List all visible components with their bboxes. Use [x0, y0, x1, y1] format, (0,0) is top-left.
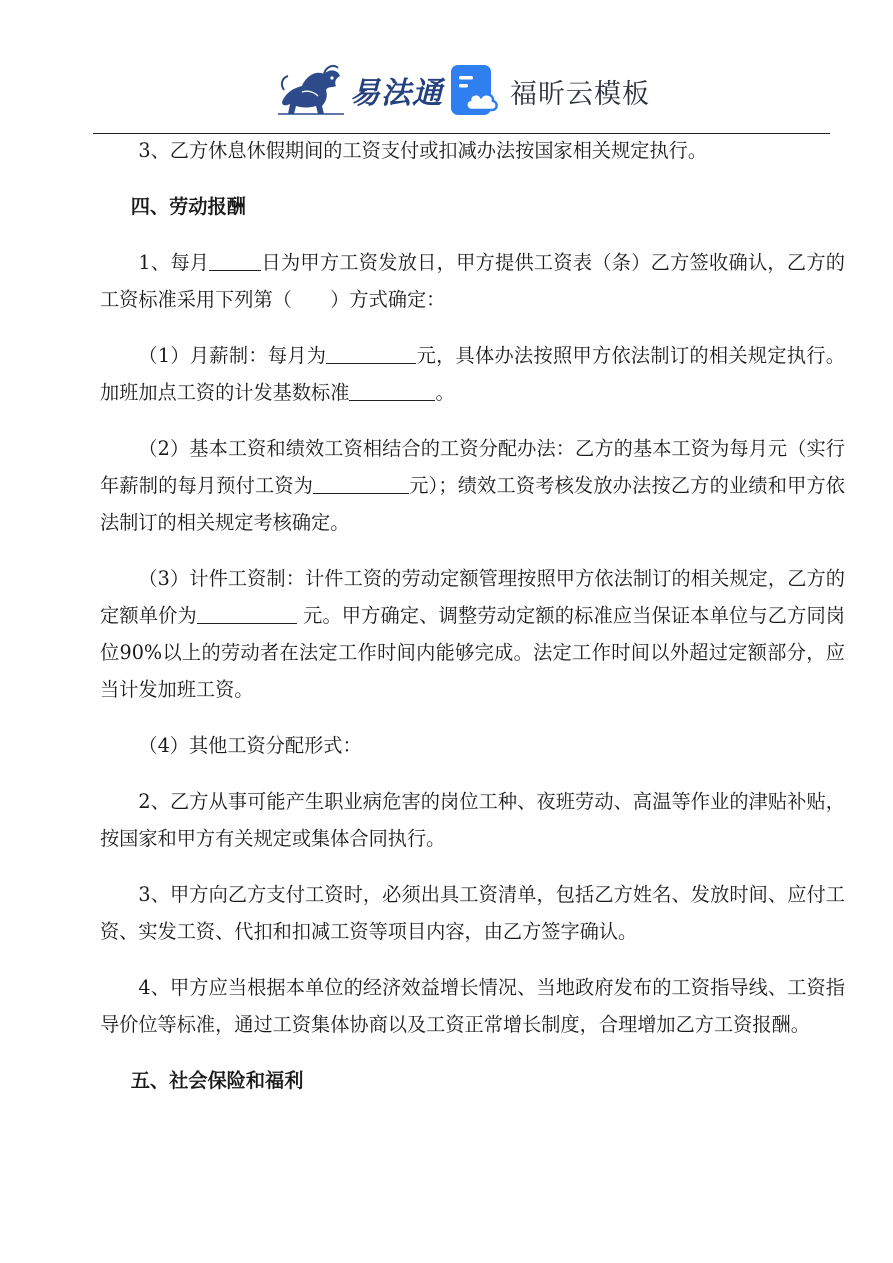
yifatong-logo: [276, 60, 443, 120]
blank-field-overtime-base: [349, 380, 435, 401]
paragraph-rest-leave-wage: 3、乙方休息休假期间的工资支付或扣减办法按国家相关规定执行。: [138, 139, 708, 162]
paragraph-wage-increase: 4、甲方应当根据本单位的经济效益增长情况、当地政府发布的工资指导线、工资指导价位等标准，通过工资集体协商以及工资正常增长制度，合理增加乙方工资报酬。: [100, 976, 845, 1036]
brand-right-text: 福昕云模板: [510, 78, 650, 110]
document-body: [100, 130, 845, 1099]
foxit-template-logo: [450, 64, 650, 118]
brand-left-text: 易法通: [350, 76, 443, 111]
blank-field-payday: [209, 250, 261, 271]
qilin-icon: [276, 62, 346, 118]
page-header: [0, 0, 893, 132]
paragraph-payday: 1、每月 日为甲方工资发放日，甲方提供工资表（条）乙方签收确认，乙方的工资标准采用下列第（ ）方式确定：: [100, 251, 845, 311]
paragraph-base-performance-pay: （2）基本工资和绩效工资相结合的工资分配办法：乙方的基本工资为每月元（实行年薪制的每月预付工资为 元）；绩效工资考核发放办法按乙方的业绩和甲方依法制订的相关规定考核确定。: [100, 437, 845, 534]
section-heading-remuneration: 四、劳动报酬: [130, 195, 246, 218]
paragraph-other-wage-forms: （4）其他工资分配形式：: [138, 734, 362, 757]
paragraph-wage-slip: 3、甲方向乙方支付工资时，必须出具工资清单，包括乙方姓名、发放时间、应付工资、实发工资、代扣和扣减工资等项目内容，由乙方签字确认。: [100, 883, 845, 943]
blank-field-unit-price: [197, 603, 297, 624]
cloud-document-icon: [450, 64, 500, 118]
paragraph-allowances: 2、乙方从事可能产生职业病危害的岗位工种、夜班劳动、高温等作业的津贴补贴，按国家和甲方有关规定或集体合同执行。: [100, 790, 845, 850]
blank-field-monthly-amount: [326, 343, 416, 364]
section-heading-social-insurance: 五、社会保险和福利: [130, 1069, 304, 1092]
paragraph-monthly-salary: （1）月薪制：每月为 元，具体办法按照甲方依法制订的相关规定执行。加班加点工资的计发基数标准 。: [100, 344, 845, 404]
blank-field-annual-prepay: [313, 473, 409, 494]
paragraph-piece-rate: （3）计件工资制：计件工资的劳动定额管理按照甲方依法制订的相关规定，乙方的定额单价为 元。甲方确定、调整劳动定额的标准应当保证本单位与乙方同岗位90%以上的劳动者在法定工作时间内能够完成。法定工作时间以外超过定额部分，应当计发加班工资。: [100, 567, 845, 701]
